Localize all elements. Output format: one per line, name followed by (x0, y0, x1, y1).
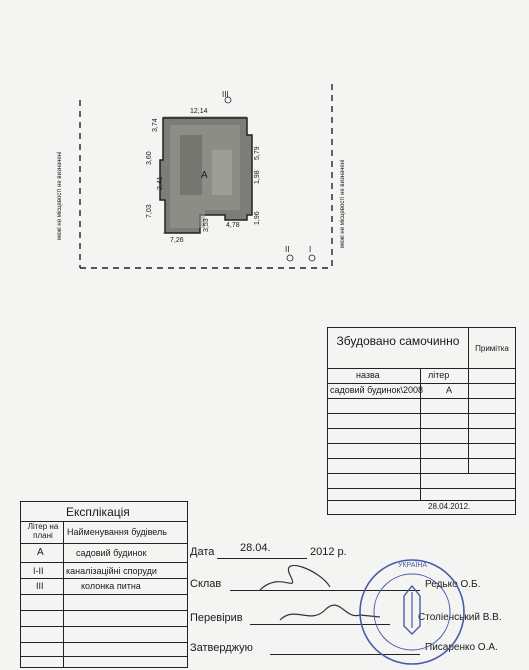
dim-left-lower: 7,03 (146, 204, 153, 218)
boundary-label-right: межі не місцевості не визначені (340, 159, 346, 248)
dim-top: 12,14 (190, 108, 208, 115)
dim-bottom: 7,26 (170, 237, 184, 244)
status-col-letter: літер (428, 370, 450, 380)
dim-right-upper: 5,79 (254, 146, 261, 160)
date-value: 28.04. (240, 542, 271, 554)
status-date: 28.04.2012. (428, 502, 471, 511)
dim-right-lower: 1,96 (254, 211, 261, 225)
explication-row-letter: I-II (33, 566, 44, 576)
explication-row-name: колонка питна (81, 581, 141, 591)
approved-name: Писаренко О.А. (425, 642, 498, 653)
site-plan-drawing (0, 0, 529, 330)
official-stamp (356, 556, 468, 668)
status-title: Збудовано самочинно (336, 334, 460, 348)
marker-ii: II (285, 245, 290, 254)
explication-row-name: каналізаційні споруди (66, 566, 157, 576)
marker-ii-symbol (287, 255, 293, 261)
status-row-name: садовий будинок\2008 (330, 385, 423, 395)
explication-table (20, 501, 188, 668)
dim-left-upper: 3,74 (152, 118, 159, 132)
explication-title: Експлікація (66, 505, 130, 519)
marker-iii: III (222, 90, 229, 99)
dim-bottom-right: 4,78 (226, 222, 240, 229)
explication-row-name: садовий будинок (76, 548, 147, 558)
explication-row-letter: А (37, 547, 44, 558)
marker-i: I (309, 245, 312, 254)
dim-bottom-mid: 3,53 (203, 218, 210, 232)
approved-label: Затверджую (190, 642, 253, 654)
dim-left-mid2: 2,41 (157, 176, 164, 190)
dim-right-mid: 1,98 (254, 170, 261, 184)
date-year: 2012 р. (310, 546, 347, 558)
dim-left-mid1: 3,60 (146, 151, 153, 165)
marker-i-symbol (309, 255, 315, 261)
status-table (327, 327, 516, 515)
checked-name: Століенський В.В. (418, 612, 502, 623)
explication-col-name: Найменування будівель (67, 527, 167, 537)
explication-col-letter: Літер на плані (27, 522, 59, 540)
composed-name: Редько О.Б. (425, 579, 481, 590)
building-letter: А (201, 170, 208, 181)
status-col-name: назва (356, 370, 380, 380)
checked-label: Перевірив (190, 612, 243, 624)
status-note-header: Примітка (468, 328, 515, 368)
composed-label: Склав (190, 578, 222, 590)
date-label: Дата (190, 546, 215, 558)
status-row-letter: А (446, 385, 453, 395)
boundary-label-left: межі не місцевості не визначені (57, 151, 63, 240)
stamp-text: УКРАЇНА (398, 562, 428, 569)
explication-row-letter: III (36, 581, 44, 591)
